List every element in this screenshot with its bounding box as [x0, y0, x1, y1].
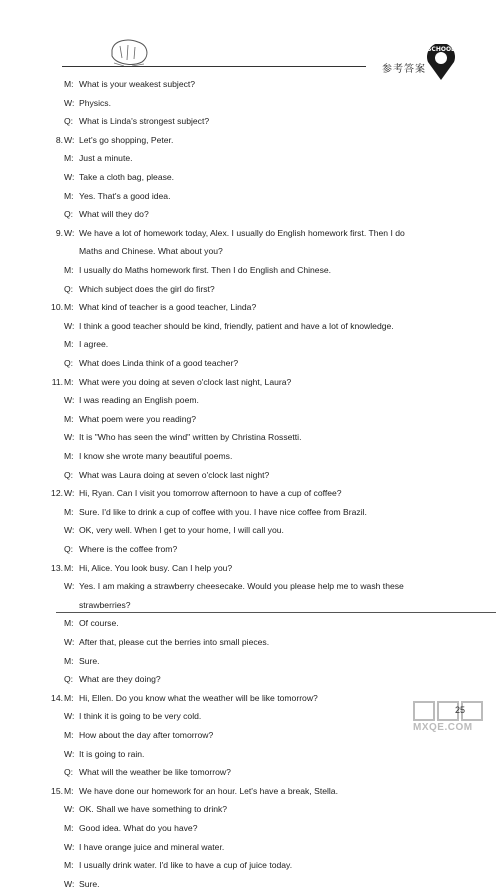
speaker-label: M: — [64, 153, 74, 164]
question-number: 10. — [51, 302, 63, 313]
line-text: I agree. — [79, 339, 109, 350]
line-text: Which subject does the girl do first? — [79, 283, 215, 294]
line-text: Maths and Chinese. What about you? — [79, 246, 223, 257]
speaker-label: W: — [64, 172, 75, 182]
speaker-label: M: — [64, 562, 74, 573]
line-text: Take a cloth bag, please. — [79, 172, 175, 182]
speaker-label: W: — [64, 488, 75, 499]
line-text: It is "Who has seen the wind" written by Christina Rossetti. — [79, 432, 302, 443]
speaker-label: Q: — [64, 469, 74, 480]
question-number: 15. — [51, 785, 63, 796]
line-text: strawberries? — [79, 599, 131, 610]
question-number: 13. — [51, 562, 63, 573]
line-text: What does Linda think of a good teacher? — [79, 358, 239, 368]
speaker-label: M: — [64, 302, 74, 313]
line-text: Sure. — [79, 878, 100, 889]
line-text: Hi, Ryan. Can I visit you tomorrow afternoon to have a cup of coffee? — [79, 488, 342, 499]
speaker-label: Q: — [64, 116, 74, 127]
speaker-label: W: — [64, 134, 75, 145]
speaker-label: M: — [64, 339, 74, 350]
speaker-label: M: — [64, 618, 74, 629]
speaker-label: M: — [64, 692, 74, 703]
school-badge-text: SCHOOL — [427, 46, 455, 53]
speaker-label: M: — [64, 265, 74, 275]
line-text: I usually do Maths homework first. Then I do English and Chinese. — [79, 265, 332, 275]
line-text: Where is the coffee from? — [79, 544, 178, 554]
speaker-label: W: — [64, 97, 75, 108]
line-text: I have orange juice and mineral water. — [79, 841, 225, 852]
question-number: 9. — [55, 227, 63, 238]
line-text: Just a minute. — [79, 153, 133, 164]
school-badge-icon — [420, 44, 462, 82]
speaker-label: M: — [64, 79, 74, 89]
line-text: After that, please cut the berries into small pieces. — [79, 637, 270, 647]
line-text: Yes. That's a good idea. — [79, 190, 171, 201]
line-text: I think a good teacher should be kind, friendly, patient and have a lot of knowledge. — [79, 320, 394, 331]
line-text: I usually drink water. I'd like to have a cup of juice today. — [79, 860, 293, 871]
line-text: What kind of teacher is a good teacher, Linda? — [79, 302, 257, 313]
line-text: Yes. I am making a strawberry cheesecake. Would you please help me to wash these — [79, 581, 404, 592]
line-text: We have a lot of homework today, Alex. I usually do English homework first. Then I do — [79, 227, 405, 238]
line-text: What was Laura doing at seven o'clock last night? — [79, 469, 270, 480]
speaker-label: W: — [64, 581, 75, 592]
line-text: OK. Shall we have something to drink? — [79, 804, 228, 815]
speaker-label: W: — [64, 711, 75, 722]
speaker-label: Q: — [64, 209, 74, 220]
line-text: What is Linda's strongest subject? — [79, 116, 210, 127]
speaker-label: M: — [64, 506, 74, 517]
section-rule — [56, 612, 496, 613]
line-text: Hi, Alice. You look busy. Can I help you? — [79, 562, 233, 573]
speaker-label: M: — [64, 451, 74, 461]
page-number: 25 — [455, 705, 466, 715]
speaker-label: Q: — [64, 358, 74, 368]
line-text: What will they do? — [79, 209, 149, 220]
speaker-label: Q: — [64, 283, 74, 294]
line-text: Physics. — [79, 97, 111, 108]
speaker-label: M: — [64, 785, 74, 796]
line-text: We have done our homework for an hour. Let's have a break, Stella. — [79, 785, 338, 796]
speaker-label: W: — [64, 395, 75, 406]
speaker-label: M: — [64, 413, 74, 424]
line-text: Hi, Ellen. Do you know what the weather will be like tomorrow? — [79, 692, 318, 703]
logo-doodle-icon — [108, 36, 152, 68]
watermark-text: MXQE.COM — [413, 722, 473, 733]
speaker-label: M: — [64, 823, 74, 833]
speaker-label: M: — [64, 655, 74, 666]
speaker-label: W: — [64, 878, 75, 889]
speaker-label: Q: — [64, 767, 74, 778]
speaker-label: Q: — [64, 544, 74, 554]
speaker-label: W: — [64, 748, 75, 759]
speaker-label: M: — [64, 376, 74, 387]
speaker-label: W: — [64, 432, 75, 443]
header-title: 参考答案 — [382, 64, 426, 75]
question-number: 12. — [51, 488, 63, 499]
line-text: Good idea. What do you have? — [79, 823, 198, 833]
speaker-label: Q: — [64, 674, 74, 685]
speaker-label: W: — [64, 637, 75, 647]
line-text: Sure. — [79, 655, 100, 666]
speaker-label: M: — [64, 190, 74, 201]
line-text: Of course. — [79, 618, 119, 629]
line-text: I was reading an English poem. — [79, 395, 199, 406]
speaker-label: W: — [64, 804, 75, 815]
line-text: OK, very well. When I get to your home, I will call you. — [79, 525, 284, 536]
line-text: I think it is going to be very cold. — [79, 711, 202, 722]
line-text: Let's go shopping, Peter. — [79, 134, 174, 145]
question-number: 14. — [51, 692, 63, 703]
speaker-label: M: — [64, 860, 74, 871]
line-text: What will the weather be like tomorrow? — [79, 767, 231, 778]
speaker-label: W: — [64, 841, 75, 852]
line-text: What is your weakest subject? — [79, 79, 196, 89]
speaker-label: W: — [64, 320, 75, 331]
header-rule — [62, 66, 366, 67]
line-text: What poem were you reading? — [79, 413, 197, 424]
question-number: 11. — [51, 376, 63, 387]
line-text: What are they doing? — [79, 674, 161, 685]
line-text: What were you doing at seven o'clock last night, Laura? — [79, 376, 292, 387]
question-number: 8. — [55, 134, 63, 145]
speaker-label: W: — [64, 525, 75, 536]
line-text: Sure. I'd like to drink a cup of coffee with you. I have nice coffee from Brazil. — [79, 506, 367, 517]
page-header — [0, 0, 500, 80]
line-text: It is going to rain. — [79, 748, 145, 759]
speaker-label: M: — [64, 730, 74, 740]
line-text: How about the day after tomorrow? — [79, 730, 214, 740]
speaker-label: W: — [64, 227, 75, 238]
line-text: I know she wrote many beautiful poems. — [79, 451, 233, 461]
